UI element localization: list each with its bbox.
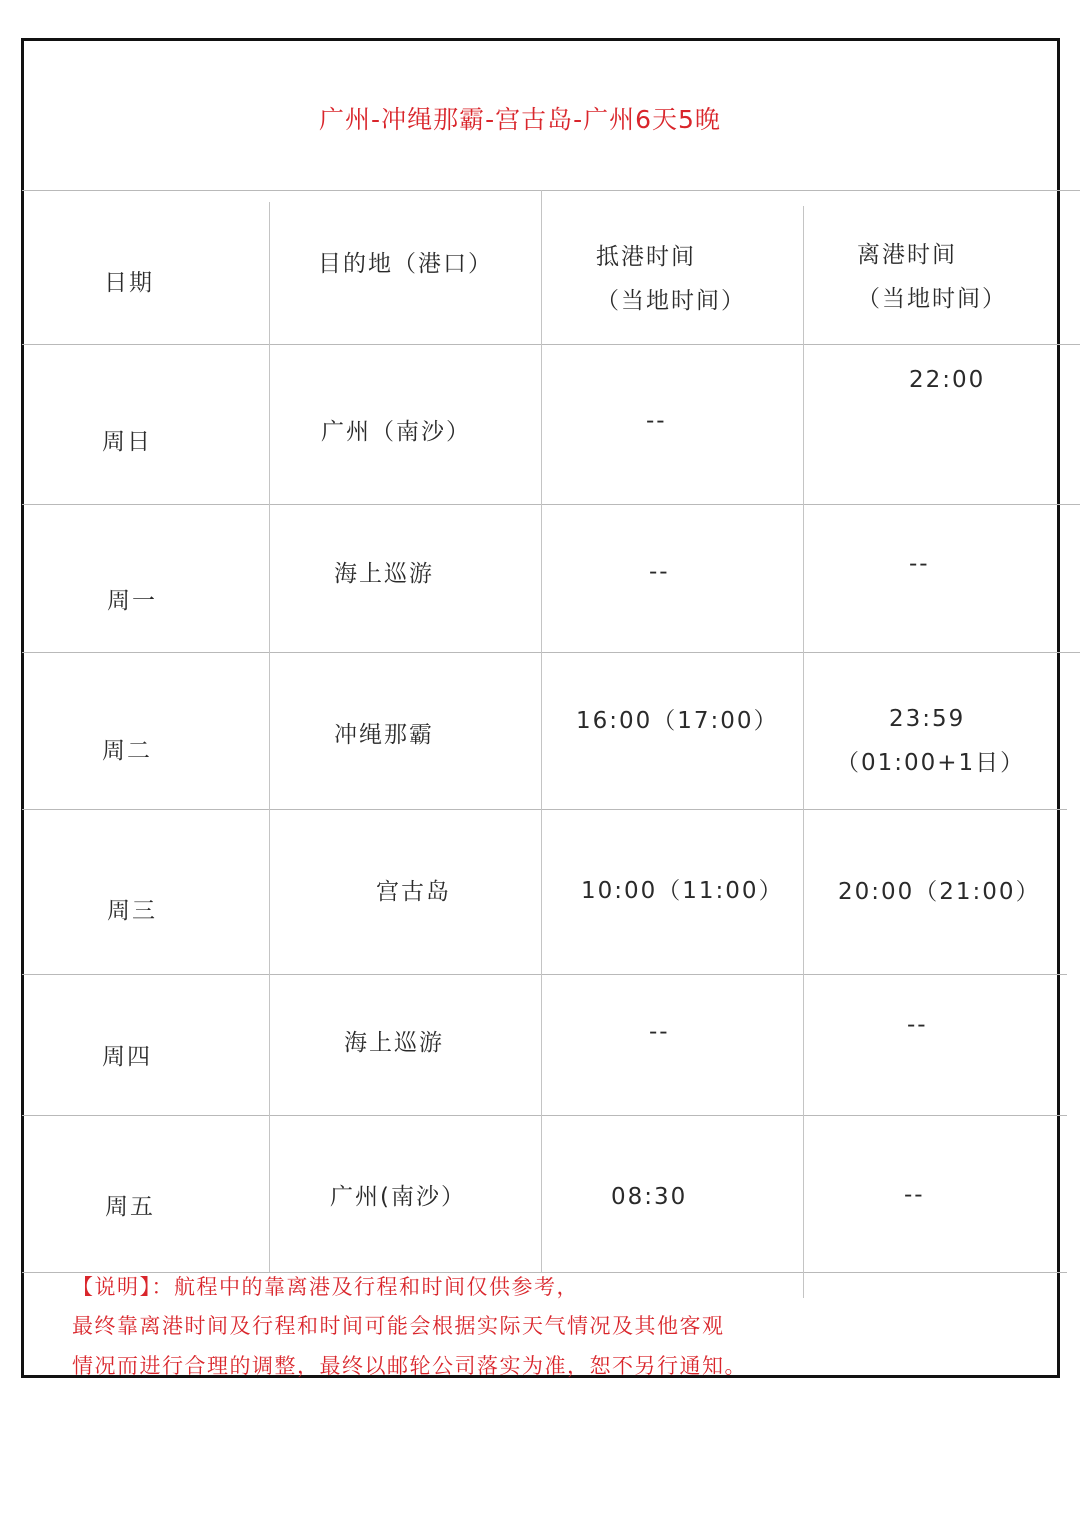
row-2-day: 周一 [107, 588, 157, 614]
row-2-arrival: -- [649, 559, 670, 585]
grid-line-row-4 [22, 974, 1067, 975]
note-line-1: 【说明】：航程中的靠离港及行程和时间仅供参考， [72, 1275, 579, 1299]
itinerary-title: 广州-冲绳那霸-宫古岛-广州6天5晚 [319, 105, 721, 134]
row-3-departure-line2: （01:00+1日） [836, 750, 1026, 776]
header-destination: 目的地（港口） [318, 251, 493, 277]
row-1-day: 周日 [102, 429, 152, 455]
row-4-arrival: 10:00（11:00） [581, 878, 784, 904]
row-3-port: 冲绳那霸 [334, 722, 434, 748]
grid-col-2 [541, 190, 542, 1272]
header-departure-line1: 离港时间 [857, 242, 957, 268]
row-2-departure: -- [909, 551, 930, 577]
grid-line-row-1 [22, 504, 1080, 505]
note-line-3: 情况而进行合理的调整，最终以邮轮公司落实为准，恕不另行通知。 [72, 1354, 747, 1378]
grid-line-header-top [22, 190, 1080, 191]
row-6-port: 广州(南沙） [330, 1184, 466, 1210]
row-4-port: 宫古岛 [376, 879, 451, 905]
row-2-port: 海上巡游 [334, 561, 434, 587]
row-4-day: 周三 [107, 898, 157, 924]
grid-line-row-2 [22, 652, 1080, 653]
header-departure-line2: （当地时间） [857, 286, 1007, 312]
grid-col-3 [803, 206, 804, 1298]
row-1-arrival: -- [646, 408, 667, 434]
row-5-day: 周四 [102, 1044, 152, 1070]
row-5-departure: -- [907, 1012, 928, 1038]
row-5-arrival: -- [649, 1019, 670, 1045]
row-6-day: 周五 [105, 1194, 155, 1220]
header-arrival-line1: 抵港时间 [596, 244, 696, 270]
row-6-departure: -- [904, 1182, 925, 1208]
grid-line-header-bottom [22, 344, 1080, 345]
grid-line-row-5 [22, 1115, 1067, 1116]
note-line-2: 最终靠离港时间及行程和时间可能会根据实际天气情况及其他客观 [72, 1314, 725, 1338]
grid-line-row-3 [22, 809, 1067, 810]
row-6-arrival: 08:30 [611, 1184, 688, 1210]
header-arrival-line2: （当地时间） [596, 288, 746, 314]
row-3-day: 周二 [102, 738, 152, 764]
grid-col-1 [269, 202, 270, 1272]
row-1-departure: 22:00 [909, 367, 986, 393]
row-3-departure: 23:59 [889, 706, 966, 732]
header-date: 日期 [104, 270, 154, 296]
row-5-port: 海上巡游 [344, 1030, 444, 1056]
row-3-arrival: 16:00（17:00） [576, 708, 779, 734]
row-1-port: 广州（南沙） [321, 419, 471, 445]
row-4-departure: 20:00（21:00） [838, 879, 1041, 905]
grid-line-row-6 [22, 1272, 1067, 1273]
